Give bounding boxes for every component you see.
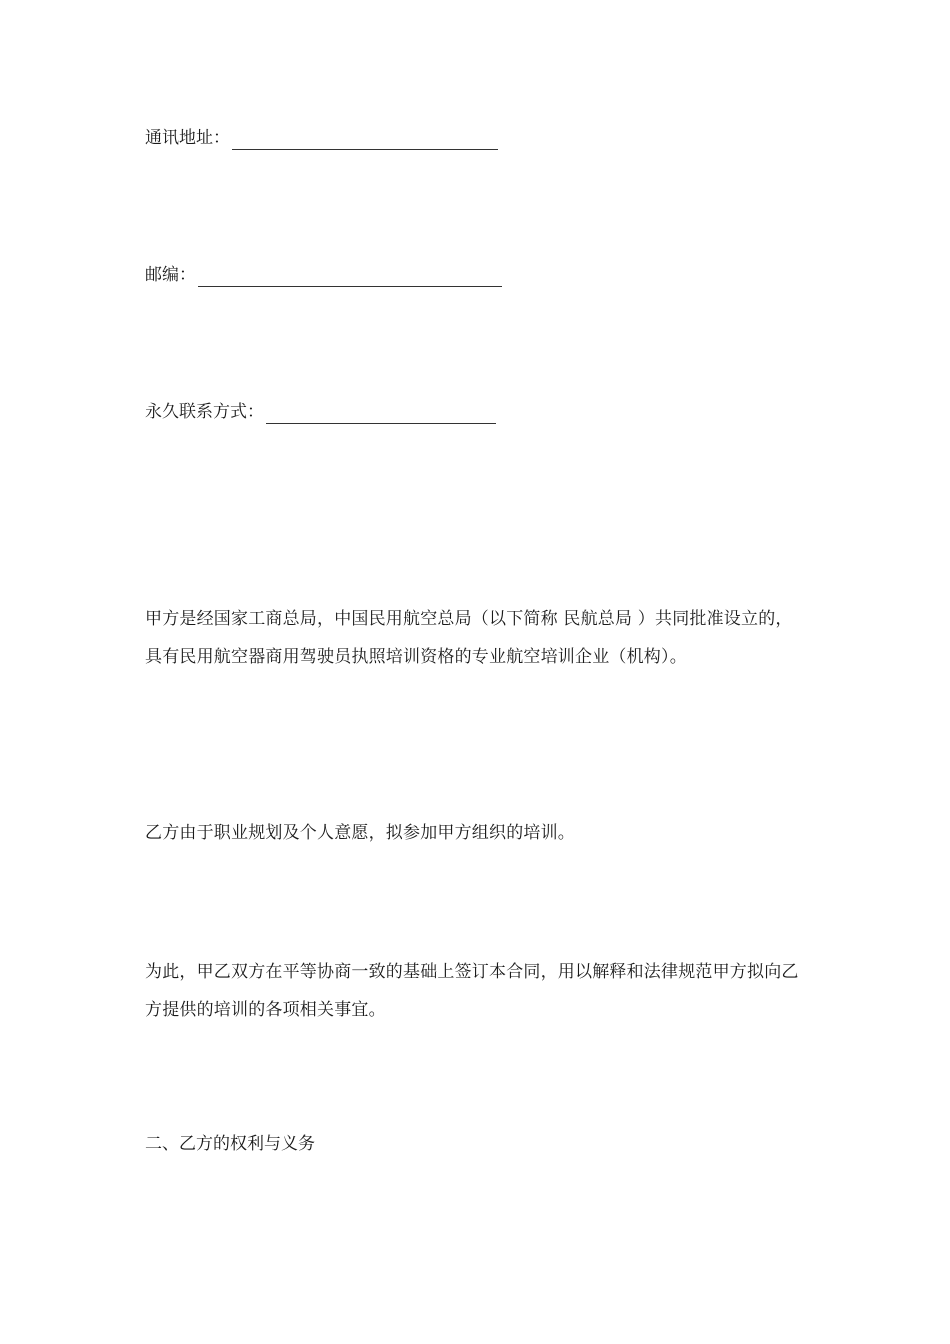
address-label: 通讯地址： <box>145 128 230 148</box>
paragraph-party-b-intent: 乙方由于职业规划及个人意愿，拟参加甲方组织的培训。 <box>145 823 575 843</box>
contact-label: 永久联系方式： <box>145 402 264 422</box>
postcode-field <box>145 263 502 287</box>
postcode-blank[interactable] <box>198 268 502 287</box>
contact-blank[interactable] <box>266 405 496 424</box>
section-heading: 二、乙方的权利与义务 <box>145 1134 315 1154</box>
postcode-label: 邮编： <box>145 265 196 285</box>
paragraph-agreement-purpose: 为此，甲乙双方在平等协商一致的基础上签订本合同，用以解释和法律规范甲方拟向乙方提供的培训的各项相关事宜。 <box>145 962 799 1020</box>
paragraph-party-a-intro: 甲方是经国家工商总局，中国民用航空总局（以下简称 民航总局 ）共同批准设立的，具有民用航空器商用驾驶员执照培训资格的专业航空培训企业（机构）。 <box>145 609 793 667</box>
address-blank[interactable] <box>232 131 498 150</box>
contact-field <box>145 400 496 424</box>
address-field <box>145 126 498 150</box>
